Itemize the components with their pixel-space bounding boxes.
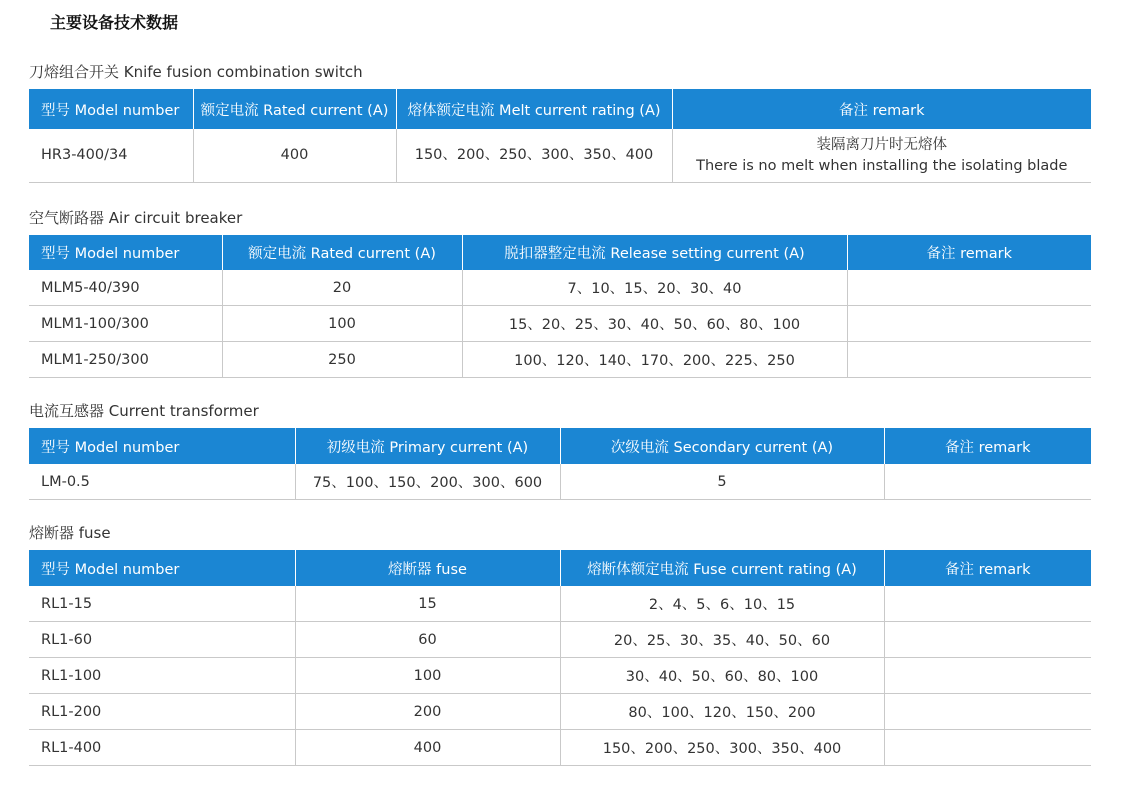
cell-remark	[847, 306, 1091, 342]
cell-melt: 150、200、250、300、350、400	[396, 129, 672, 183]
fuse-table	[29, 550, 1091, 766]
header-release-setting: 脱扣器整定电流 Release setting current (A)	[462, 235, 847, 270]
cell-remark	[884, 694, 1091, 730]
table-row	[29, 129, 1091, 183]
fuse-section	[29, 523, 1091, 766]
cell-setting: 7、10、15、20、30、40	[462, 270, 847, 306]
cell-setting: 15、20、25、30、40、50、60、80、100	[462, 306, 847, 342]
air-breaker-table	[29, 235, 1091, 378]
table-header-row	[29, 550, 1091, 586]
table-row	[29, 658, 1091, 694]
current-transformer-table	[29, 428, 1091, 500]
cell-model: RL1-60	[29, 622, 295, 658]
header-model: 型号 Model number	[29, 89, 193, 129]
cell-rating: 20、25、30、35、40、50、60	[560, 622, 884, 658]
cell-current: 250	[222, 342, 462, 378]
table-row	[29, 694, 1091, 730]
section-title: 电流互感器 Current transformer	[29, 402, 259, 420]
cell-model: MLM5-40/390	[29, 270, 222, 306]
cell-current: 400	[193, 129, 396, 183]
remark-cn: 装隔离刀片时无熔体	[816, 136, 947, 153]
cell-setting: 100、120、140、170、200、225、250	[462, 342, 847, 378]
cell-fuse: 15	[295, 586, 560, 622]
header-remark: 备注 remark	[884, 428, 1091, 464]
table-row	[29, 730, 1091, 766]
cell-model: RL1-400	[29, 730, 295, 766]
cell-remark	[884, 586, 1091, 622]
header-primary-current: 初级电流 Primary current (A)	[295, 428, 560, 464]
cell-rating: 150、200、250、300、350、400	[560, 730, 884, 766]
knife-switch-table	[29, 89, 1091, 183]
cell-rating: 2、4、5、6、10、15	[560, 586, 884, 622]
header-rated-current: 额定电流 Rated current (A)	[222, 235, 462, 270]
header-model: 型号 Model number	[29, 428, 295, 464]
header-model: 型号 Model number	[29, 235, 222, 270]
cell-current: 100	[222, 306, 462, 342]
cell-secondary: 5	[560, 464, 884, 500]
section-title: 刀熔组合开关 Knife fusion combination switch	[29, 63, 363, 81]
header-remark: 备注 remark	[884, 550, 1091, 586]
cell-remark	[672, 129, 1091, 183]
header-remark: 备注 remark	[672, 89, 1091, 129]
cell-rating: 80、100、120、150、200	[560, 694, 884, 730]
header-rated-current: 额定电流 Rated current (A)	[193, 89, 396, 129]
cell-rating: 30、40、50、60、80、100	[560, 658, 884, 694]
cell-model: MLM1-100/300	[29, 306, 222, 342]
cell-remark	[884, 622, 1091, 658]
cell-model: RL1-100	[29, 658, 295, 694]
table-header-row	[29, 89, 1091, 129]
table-row	[29, 622, 1091, 658]
cell-remark	[884, 464, 1091, 500]
knife-switch-section	[29, 62, 1091, 183]
cell-fuse: 200	[295, 694, 560, 730]
cell-remark	[847, 342, 1091, 378]
table-header-row	[29, 235, 1091, 270]
section-title: 熔断器 fuse	[29, 524, 111, 542]
remark-en: There is no melt when installing the isolating blade	[696, 157, 1068, 174]
cell-fuse: 100	[295, 658, 560, 694]
table-row	[29, 306, 1091, 342]
table-row	[29, 270, 1091, 306]
header-model: 型号 Model number	[29, 550, 295, 586]
cell-fuse: 60	[295, 622, 560, 658]
header-fuse-rating: 熔断体额定电流 Fuse current rating (A)	[560, 550, 884, 586]
header-fuse: 熔断器 fuse	[295, 550, 560, 586]
page-title: 主要设备技术数据	[50, 13, 179, 32]
cell-remark	[884, 730, 1091, 766]
cell-fuse: 400	[295, 730, 560, 766]
current-transformer-section	[29, 401, 1091, 500]
cell-remark	[847, 270, 1091, 306]
cell-model: MLM1-250/300	[29, 342, 222, 378]
cell-model: RL1-15	[29, 586, 295, 622]
header-secondary-current: 次级电流 Secondary current (A)	[560, 428, 884, 464]
cell-model: RL1-200	[29, 694, 295, 730]
table-row	[29, 464, 1091, 500]
table-row	[29, 586, 1091, 622]
header-remark: 备注 remark	[847, 235, 1091, 270]
cell-current: 20	[222, 270, 462, 306]
header-melt-rating: 熔体额定电流 Melt current rating (A)	[396, 89, 672, 129]
table-header-row	[29, 428, 1091, 464]
cell-model: HR3-400/34	[29, 129, 193, 183]
cell-model: LM-0.5	[29, 464, 295, 500]
cell-primary: 75、100、150、200、300、600	[295, 464, 560, 500]
section-title: 空气断路器 Air circuit breaker	[29, 209, 243, 227]
air-breaker-section	[29, 208, 1091, 378]
table-row	[29, 342, 1091, 378]
cell-remark	[884, 658, 1091, 694]
